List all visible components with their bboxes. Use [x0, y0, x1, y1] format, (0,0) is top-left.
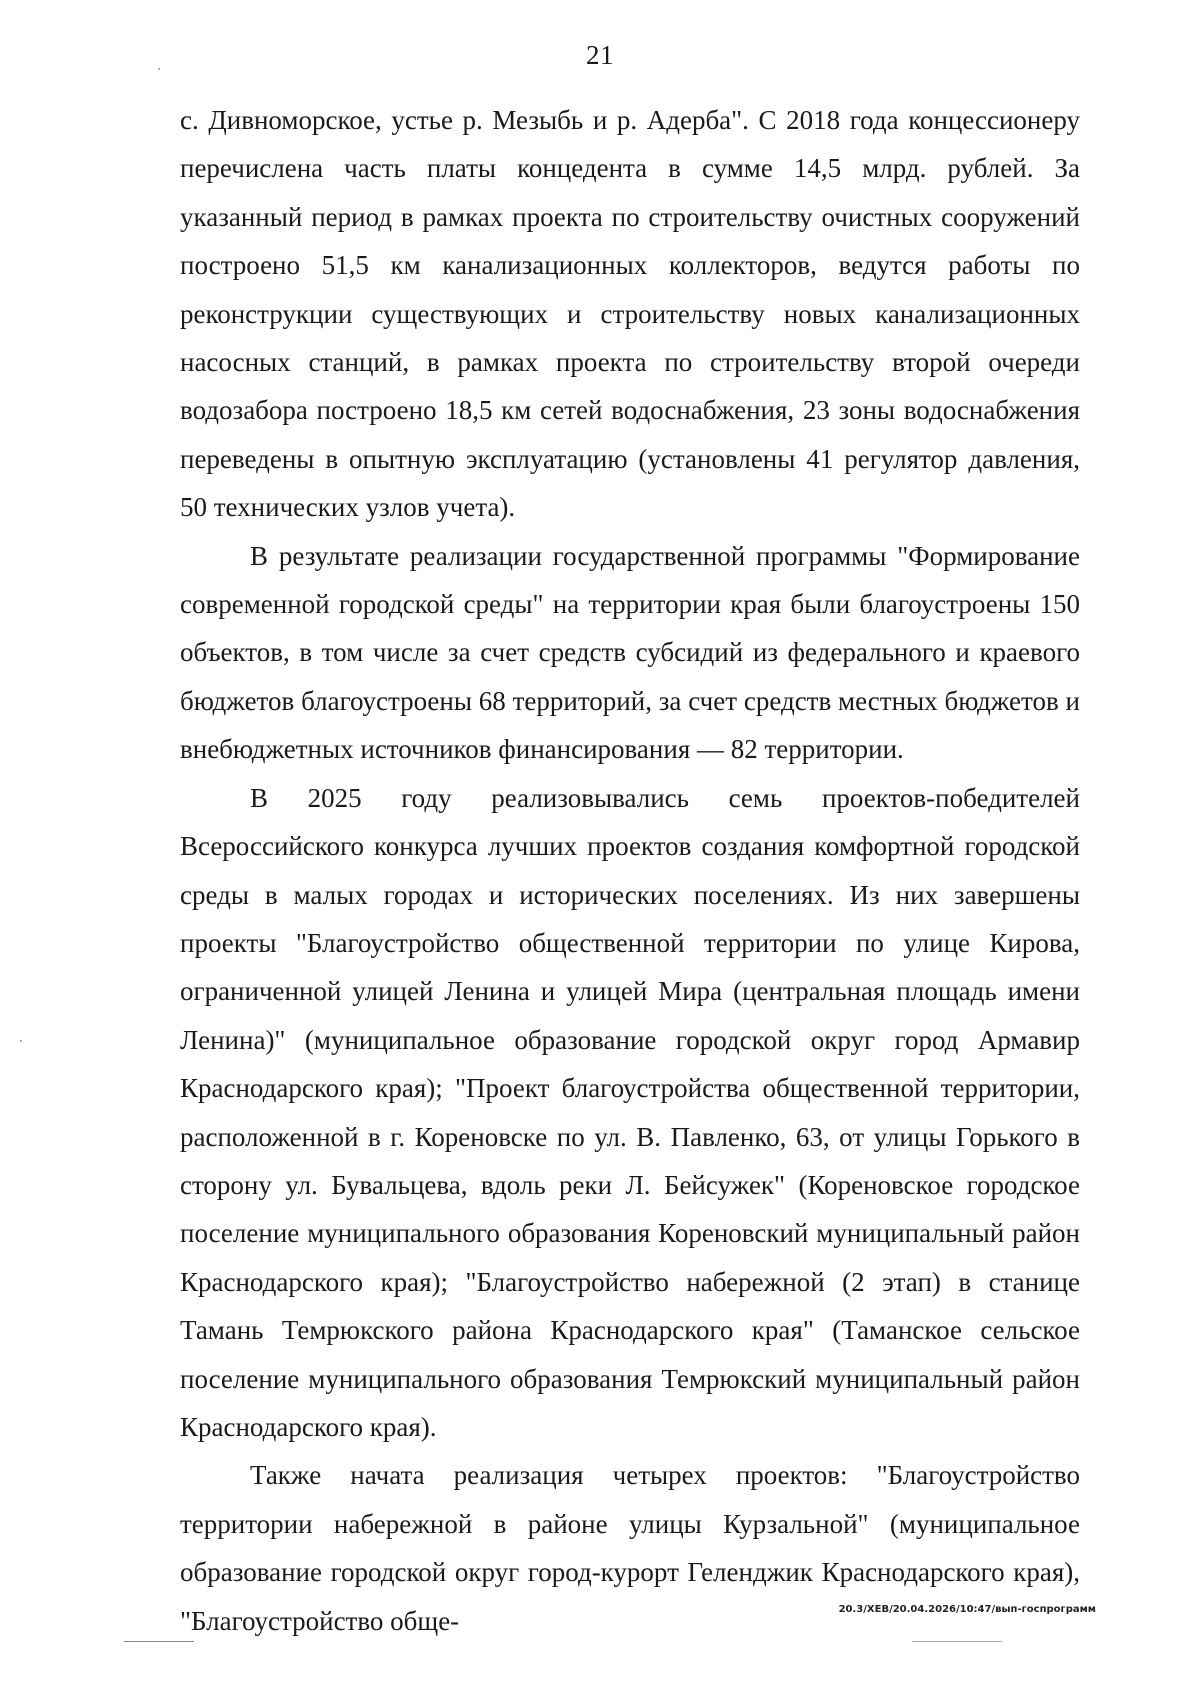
page-number: 21 — [586, 40, 614, 70]
scan-speck — [20, 1040, 22, 1042]
paragraph-urban-environment: В результате реализации государственной программы "Формирование современной городской среды" на территории края были благоустроены 150 объектов, в том числе за счет средств субсидий из федерального и краевого бюджетов благоустроены 68 территорий, за счет средств местных бюджетов и внебюджетных источников финансирования — 82 территории. — [180, 540, 1080, 765]
paragraph-new-projects: Также начата реализация четырех проектов: "Благоустройство территории набережной в районе улицы Курзальной" (муниципальное образование городской округ город-курорт Геленджик Краснодарского края), "Благоустройство обще- — [180, 1460, 1080, 1636]
paragraph-contest-projects: В 2025 году реализовывались семь проектов-победителей Всероссийского конкурса лучших проектов создания комфортной городской среды в малых городах и исторических поселениях. Из них завершены проекты "Благоустройство общественной территории по улице Кирова, ограниченной улицей Ленина и улицей Мира (центральная площадь имени Ленина)" (муниципальное образование городской округ город Армавир Краснодарского края); "Проект благоустройства общественной территории, расположенной в г. Кореновске по ул. В. Павленко, 63, от улицы Горького в сторону ул. Бувальцева, вдоль реки Л. Бейсужек" (Кореновское городское поселение муниципального образования Кореновский муниципальный район Краснодарского края); "Благоустройство набережной (2 этап) в станице Тамань Темрюкского района Краснодарского края" (Таманское сельское поселение муниципального образования Темрюкский муниципальный район Краснодарского края). — [180, 782, 1080, 1442]
document-footer-code: 20.3/ХЕВ/20.04.2026/10:47/вып-госпрограмм — [838, 1604, 1096, 1615]
scan-speck — [158, 68, 160, 70]
document-body — [180, 96, 1080, 1645]
footer-divider-right — [912, 1641, 1002, 1642]
footer-divider-left — [124, 1641, 194, 1642]
paragraph-continuation: с. Дивноморское, устье р. Мезыбь и р. Адерба". С 2018 года концессионеру перечислена часть платы концедента в сумме 14,5 млрд. рублей. За указанный период в рамках проекта по строительству очистных сооружений построено 51,5 км канализационных коллекторов, ведутся работы по реконструкции существующих и строительству новых канализационных насосных станций, в рамках проекта по строительству второй очереди водозабора построено 18,5 км сетей водоснабжения, 23 зоны водоснабжения переведены в опытную эксплуатацию (установлены 41 регулятор давления, 50 технических узлов учета). — [180, 105, 1080, 523]
